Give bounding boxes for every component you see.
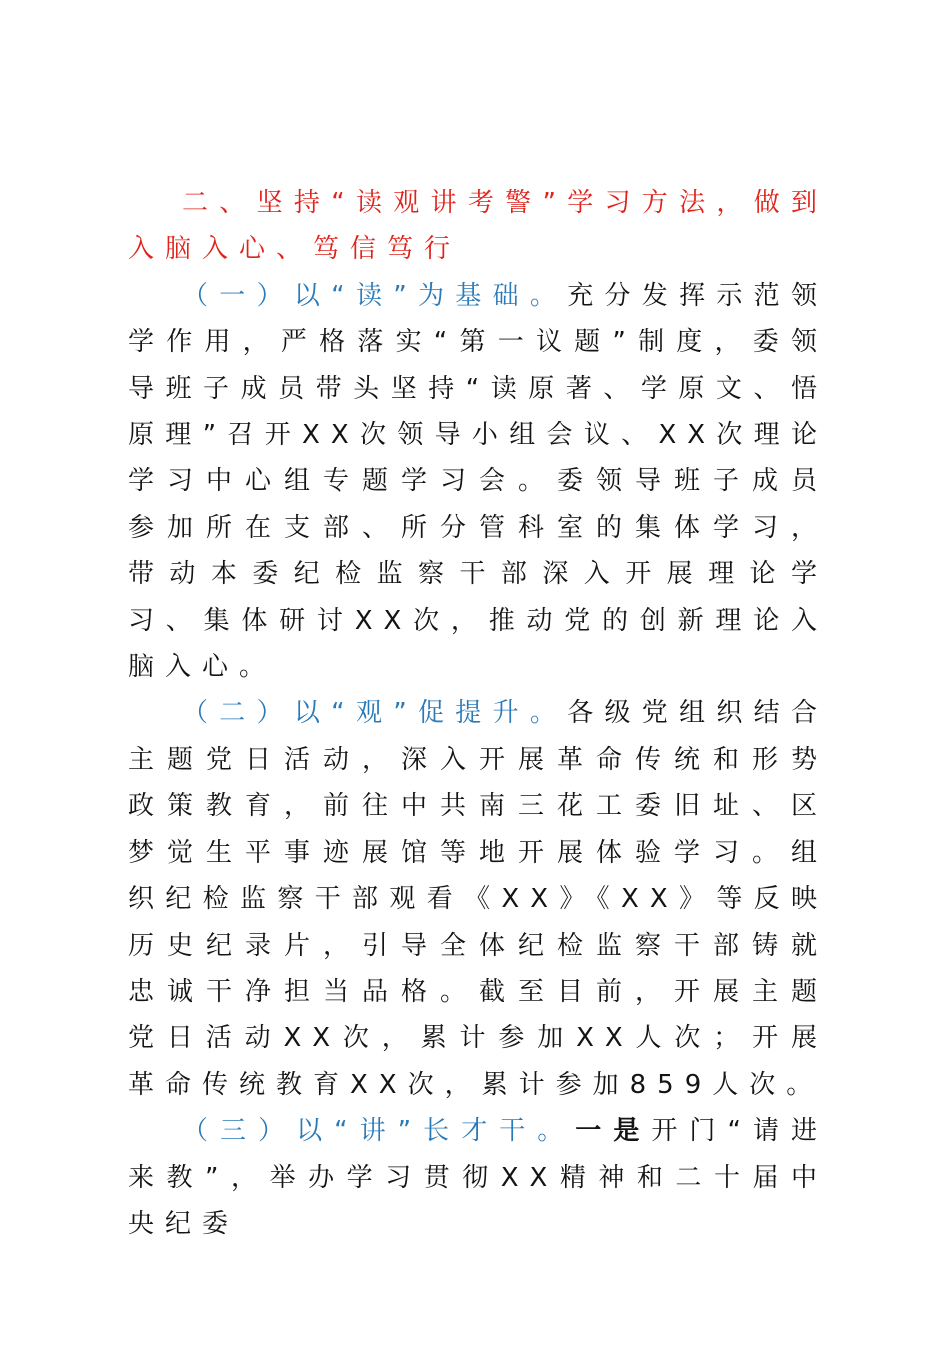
paragraph-read — [128, 273, 828, 691]
paragraph-text: 充分发挥示范领学作用，严格落实“第一议题”制度，委领导班子成员带头坚持“读原著、学原文、悟原理”召开XX次领导小组会议、XX次理论学习中心组专题学习会。委领导班子成员参加所在支部、所分管科室的集体学习，带动本委纪检监察干部深入开展理论学习、集体研讨XX次，推动党的创新理论入脑入心。 — [128, 280, 828, 683]
paragraph-heading: （二）以“观”促提升。 — [182, 698, 568, 729]
paragraph-heading: （三）以“讲”长才干。 — [182, 1116, 576, 1147]
paragraph-watch — [128, 690, 828, 1108]
section-title: 二、坚持“读观讲考警”学习方法，做到入脑入心、笃信笃行 — [128, 188, 828, 265]
paragraph-heading: （一）以“读”为基础。 — [182, 280, 568, 311]
emphasis-text: 一是 — [575, 1116, 652, 1147]
paragraph-text: 开门“请进来教”，举办学习贯彻XX精神和二十届中央纪委 — [128, 1116, 828, 1239]
paragraph-speak — [128, 1108, 828, 1247]
document-body — [128, 180, 828, 1247]
paragraph-text: 各级党组织结合主题党日活动，深入开展革命传统和形势政策教育，前往中共南三花工委旧址、区梦觉生平事迹展馆等地开展体验学习。组织纪检监察干部观看《XX》《XX》等反映历史纪录片，引导全体纪检监察干部铸就忠诚干净担当品格。截至目前，开展主题党日活动XX次，累计参加XX人次；开展革命传统教育XX次，累计参加859人次。 — [128, 698, 828, 1100]
